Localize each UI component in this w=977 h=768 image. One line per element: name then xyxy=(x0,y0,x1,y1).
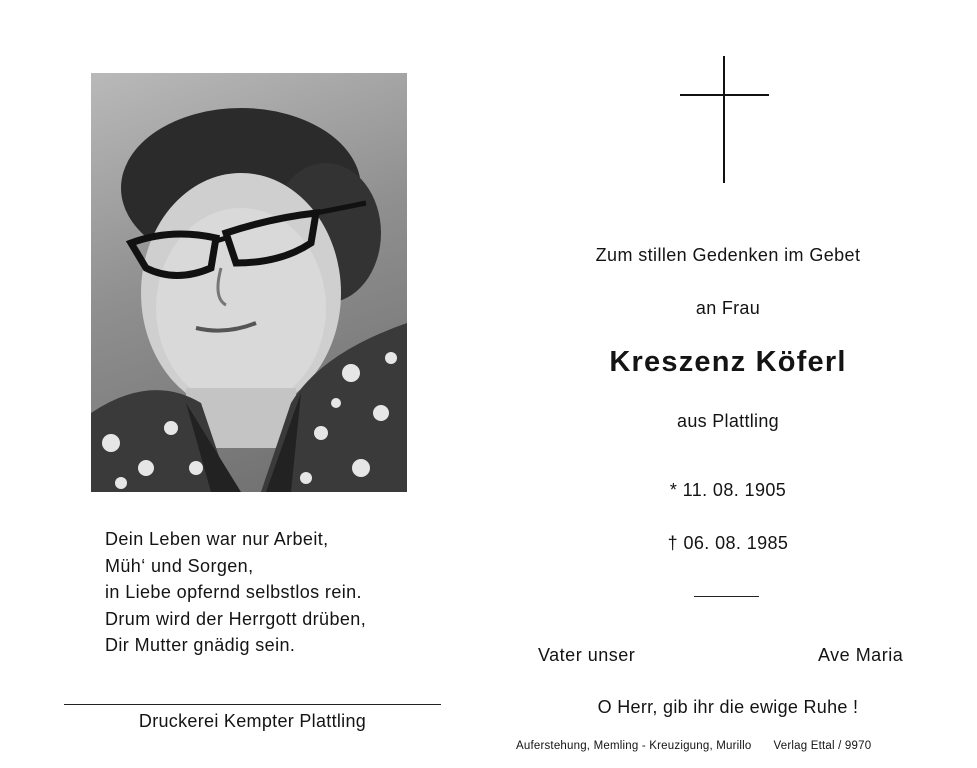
cross-icon xyxy=(680,56,770,191)
divider-line xyxy=(64,704,441,705)
deceased-name: Kreszenz Köferl xyxy=(609,346,847,378)
credit-images: Auferstehung, Memling - Kreuzigung, Murillo xyxy=(516,740,752,752)
credit-publisher: Verlag Ettal / 9970 xyxy=(773,740,872,752)
image-credits xyxy=(516,740,871,752)
memorial-poem xyxy=(105,526,366,659)
short-divider xyxy=(694,596,759,597)
memorial-intro: Zum stillen Gedenken im Gebet xyxy=(595,245,861,265)
birth-date: * 11. 08. 1905 xyxy=(669,480,787,500)
rest-prayer: O Herr, gib ihr die ewige Ruhe ! xyxy=(597,697,859,717)
origin-town: aus Plattling xyxy=(677,411,779,431)
prayer-ave-maria: Ave Maria xyxy=(818,645,904,665)
death-date: † 06. 08. 1985 xyxy=(667,533,789,553)
salutation: an Frau xyxy=(695,298,761,318)
prayer-vater-unser: Vater unser xyxy=(538,645,636,665)
poem-line: Müh‘ und Sorgen, xyxy=(105,555,254,576)
portrait-photo xyxy=(91,73,407,492)
poem-line: in Liebe opfernd selbstlos rein. xyxy=(105,582,362,602)
poem-line: Drum wird der Herrgott drüben, xyxy=(105,608,367,629)
poem-line: Dir Mutter gnädig sein. xyxy=(105,635,296,655)
printer-credit: Druckerei Kempter Plattling xyxy=(138,711,367,731)
poem-line: Dein Leben war nur Arbeit, xyxy=(105,529,329,549)
